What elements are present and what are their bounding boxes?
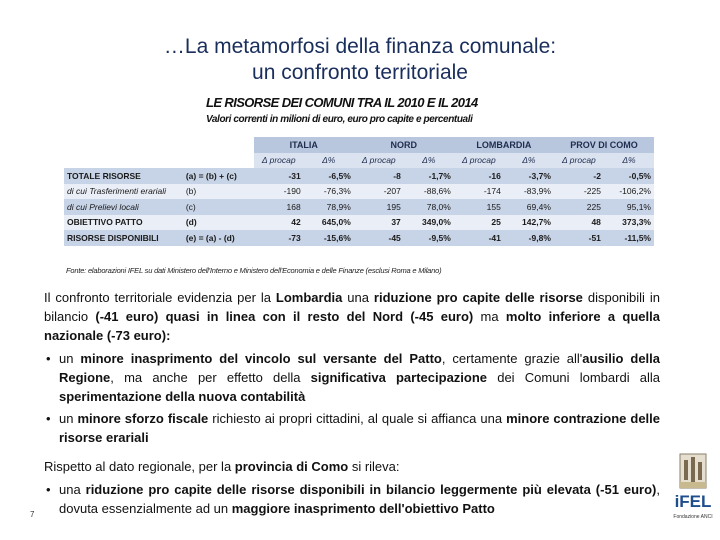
body-text-segment: disponibili in bilancio [44, 290, 660, 324]
table-cell: 25 [454, 215, 504, 231]
body-text-segment: , certamente grazie all' [441, 351, 583, 366]
table-source-note: Fonte: elaborazioni IFEL su dati Ministero dell'Interno e Ministero dell'Economia e delle Finanze (esclusi Roma e Milano) [66, 266, 442, 275]
bullet-patto [44, 349, 660, 406]
table-cell: -83,9% [504, 184, 554, 200]
table-cell: 48 [554, 215, 604, 231]
row-label: di cui Prelievi locali [64, 199, 183, 215]
table-cell: -106,2% [604, 184, 654, 200]
row-prelievi-locali [64, 199, 654, 215]
resources-table [64, 137, 654, 246]
emphasis-text: sperimentazione della nuova contabilità [59, 389, 306, 404]
body-text-segment: un [59, 351, 81, 366]
paragraph-lombardia [44, 288, 660, 345]
emphasis-text: riduzione pro capite delle risorse disponibili in bilancio leggermente più elevata (-51 euro) [85, 482, 657, 497]
emphasis-text: significativa partecipazione [310, 370, 488, 385]
row-formula: (b) [183, 184, 254, 200]
subheader: Δ% [604, 153, 654, 169]
table-cell: -1,7% [404, 168, 454, 184]
subheader: Δ% [404, 153, 454, 169]
table-cell: -41 [454, 230, 504, 246]
table-cell: 373,3% [604, 215, 654, 231]
table-cell: -16 [454, 168, 504, 184]
table-cell: 168 [254, 199, 304, 215]
row-obiettivo-patto [64, 215, 654, 231]
table-cell: 42 [254, 215, 304, 231]
ifel-logo [670, 452, 716, 528]
table-cell: -31 [254, 168, 304, 184]
emphasis-text: minore contrazione delle risorse erariali [59, 411, 661, 445]
table-subtitle: Valori correnti in milioni di euro, euro pro capite e percentuali [206, 114, 473, 125]
table-cell: 78,0% [404, 199, 454, 215]
emphasis-text: minore sforzo fiscale [77, 411, 209, 426]
body-text [44, 288, 660, 518]
group-header-nord: NORD [354, 137, 454, 153]
table-cell: 349,0% [404, 215, 454, 231]
logo-caption: Fondazione ANCI [673, 514, 713, 520]
table-cell: 155 [454, 199, 504, 215]
table-cell: -9,8% [504, 230, 554, 246]
table-cell: -51 [554, 230, 604, 246]
row-label: RISORSE DISPONIBILI [64, 230, 183, 246]
table-cell: 95,1% [604, 199, 654, 215]
group-header-italia: ITALIA [254, 137, 354, 153]
subheader: Δ procap [454, 153, 504, 169]
table-cell: -45 [354, 230, 404, 246]
table-cell: -8 [354, 168, 404, 184]
table-cell: 225 [554, 199, 604, 215]
row-risorse-disponibili [64, 230, 654, 246]
body-text-segment: , ma anche per effetto della [110, 370, 311, 385]
row-trasferimenti-erariali [64, 184, 654, 200]
bullet-como [44, 480, 660, 518]
emphasis-text: maggiore inasprimento dell'obiettivo Patto [231, 501, 495, 516]
table-cell: 645,0% [304, 215, 354, 231]
table-cell: -15,6% [304, 230, 354, 246]
table-subheader-row [64, 153, 654, 169]
table-title: LE RISORSE DEI COMUNI TRA IL 2010 E IL 2014 [206, 95, 478, 110]
body-text-segment: dei Comuni lombardi alla [487, 370, 661, 385]
table-cell: 142,7% [504, 215, 554, 231]
table-cell: -9,5% [404, 230, 454, 246]
subheader-blank [183, 153, 254, 169]
body-text-segment: si rileva: [348, 459, 400, 474]
subheader: Δ procap [354, 153, 404, 169]
emphasis-text: molto inferiore a quella nazionale (-73 euro): [44, 309, 660, 343]
group-header-como: PROV DI COMO [554, 137, 654, 153]
table-cell: 69,4% [504, 199, 554, 215]
slide-title-line-2: un confronto territoriale [252, 61, 468, 84]
table-cell: -190 [254, 184, 304, 200]
subheader: Δ procap [254, 153, 304, 169]
table-cell: -207 [354, 184, 404, 200]
table-cell: 37 [354, 215, 404, 231]
body-text-segment: un [59, 411, 78, 426]
slide-title-line-1: …La metamorfosi della finanza comunale: [163, 35, 557, 58]
body-text-segment: ma [473, 309, 506, 324]
table-cell: -73 [254, 230, 304, 246]
header-blank [64, 137, 183, 153]
table-cell: 78,9% [304, 199, 354, 215]
row-label: TOTALE RISORSE [64, 168, 183, 184]
emphasis-text: minore inasprimento del vincolo sul versante del Patto [80, 351, 442, 366]
table-cell: -76,3% [304, 184, 354, 200]
emphasis-text: Lombardia [275, 290, 343, 305]
body-text-segment: richiesto ai propri cittadini, al quale si affianca una [208, 411, 507, 426]
paragraph-como [44, 457, 660, 476]
subheader: Δ% [304, 153, 354, 169]
table-group-header-row [64, 137, 654, 153]
table-cell: -174 [454, 184, 504, 200]
subheader-blank [64, 153, 183, 169]
bullet-fiscale [44, 409, 660, 447]
emphasis-text: ausilio della Regione [59, 351, 660, 385]
table-cell: 195 [354, 199, 404, 215]
body-text-segment: Il confronto territoriale evidenzia per la [44, 290, 276, 305]
body-text-segment: , dovuta essenzialmente ad un [59, 482, 660, 516]
subheader: Δ procap [554, 153, 604, 169]
emphasis-text: riduzione pro capite delle risorse [373, 290, 583, 305]
row-formula: (d) [183, 215, 254, 231]
group-header-lombardia: LOMBARDIA [454, 137, 554, 153]
header-blank [183, 137, 254, 153]
row-label: di cui Trasferimenti erariali [64, 184, 183, 200]
table-cell: -0,5% [604, 168, 654, 184]
table-cell: -11,5% [604, 230, 654, 246]
page-number: 7 [30, 510, 35, 519]
logo-text: iFEL [674, 492, 712, 511]
subheader: Δ% [504, 153, 554, 169]
body-text-segment: una [342, 290, 374, 305]
table-cell: -2 [554, 168, 604, 184]
emphasis-text: (-41 euro) quasi in linea con il resto del Nord (-45 euro) [95, 309, 474, 324]
body-text-segment: una [59, 482, 86, 497]
table-cell: -225 [554, 184, 604, 200]
row-formula: (e) = (a) - (d) [183, 230, 254, 246]
row-label: OBIETTIVO PATTO [64, 215, 183, 231]
row-formula: (a) = (b) + (c) [183, 168, 254, 184]
row-formula: (c) [183, 199, 254, 215]
table-cell: -3,7% [504, 168, 554, 184]
slide-title [0, 34, 720, 86]
body-text-segment: Rispetto al dato regionale, per la [44, 459, 235, 474]
row-totale-risorse [64, 168, 654, 184]
table-cell: -6,5% [304, 168, 354, 184]
emphasis-text: provincia di Como [234, 459, 349, 474]
table-cell: -88,6% [404, 184, 454, 200]
